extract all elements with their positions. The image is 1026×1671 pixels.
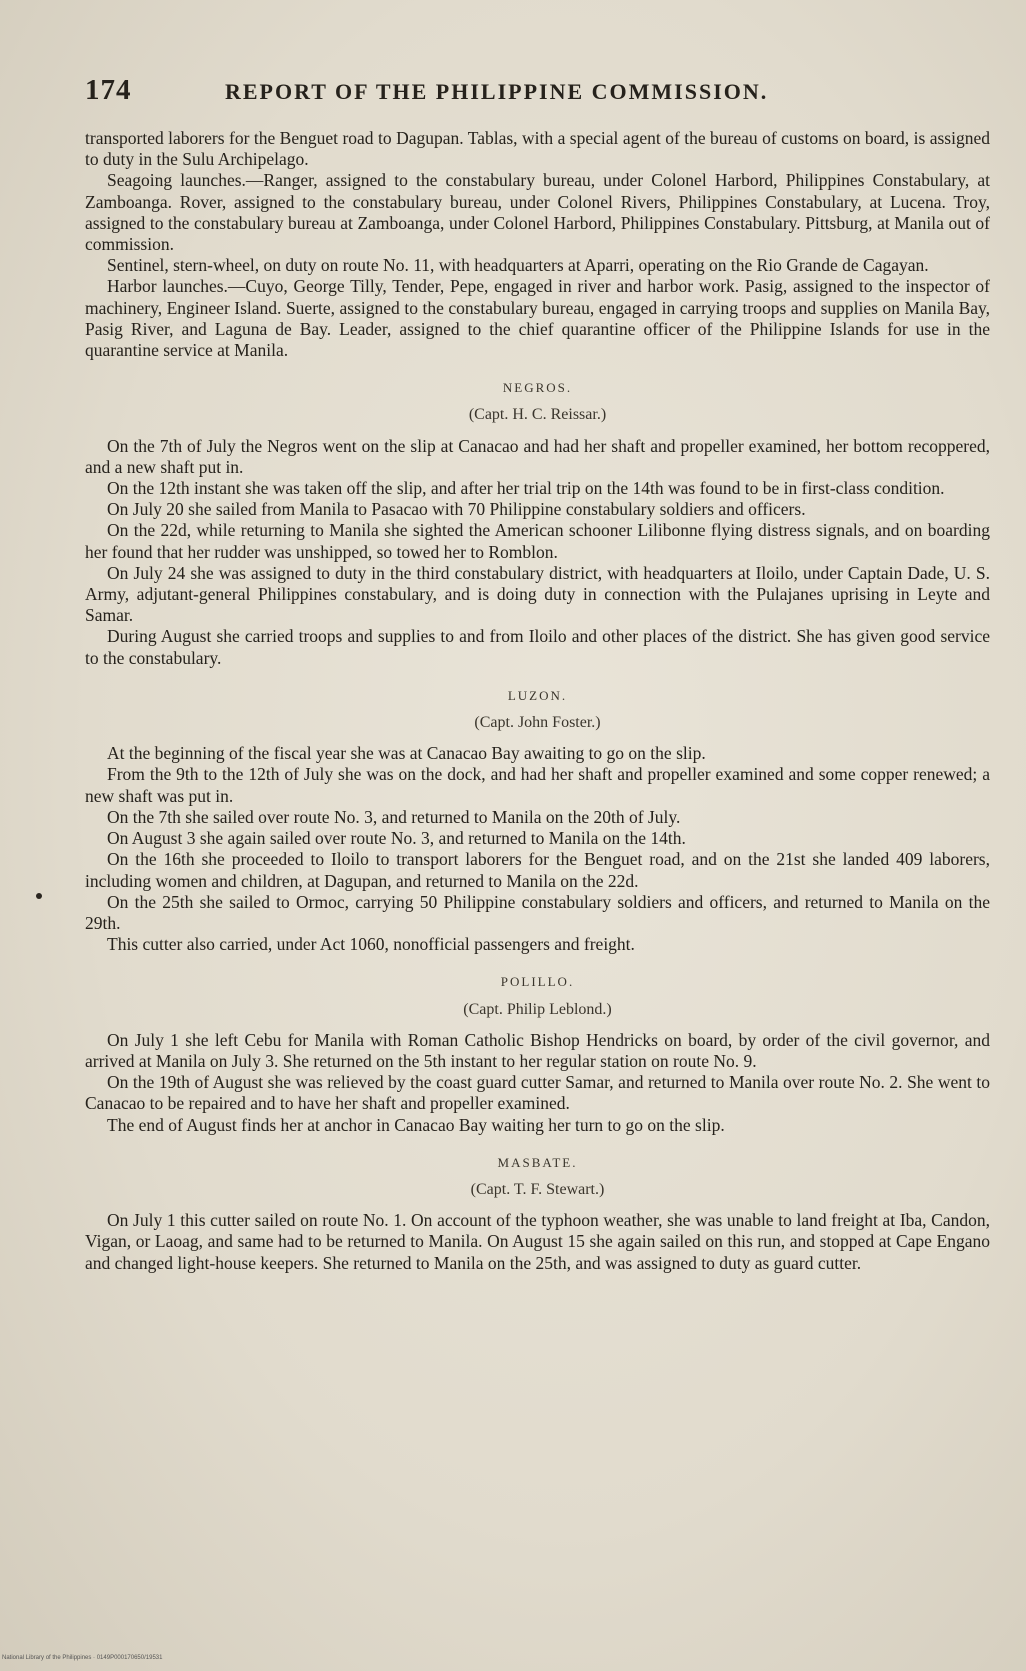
paragraph: The end of August finds her at anchor in Canacao Bay waiting her turn to go on the slip. [107, 1114, 725, 1135]
paragraph: Harbor launches.—Cuyo, George Tilly, Tender, Pepe, engaged in river and harbor work. Pasig, assigned to the inspector of machinery, Engineer Island. Suerte, assigned to the constabulary bureau, engaged in carrying troops and supplies on Manila Bay, Pasig River, and Laguna de Bay. Leader, assigned to the chief quarantine officer of the Philippine Islands for use in the quarantine service at Manila. [85, 276, 990, 361]
section-heading-negros: NEGROS. [502, 380, 573, 396]
paragraph: On the 7th she sailed over route No. 3, and returned to Manila on the 20th of July. [107, 806, 681, 827]
paragraph: From the 9th to the 12th of July she was on the dock, and had her shaft and propeller examined and some copper renewed; a new shaft was put in. [85, 764, 990, 806]
paragraph: During August she carried troops and supplies to and from Iloilo and other places of the district. She has given good service to the constabulary. [85, 626, 990, 668]
captain-polillo: (Capt. Philip Leblond.) [463, 1000, 612, 1018]
captain-luzon: (Capt. John Foster.) [474, 714, 601, 732]
paragraph: At the beginning of the fiscal year she was at Canacao Bay awaiting to go on the slip. [107, 743, 706, 764]
margin-dot-mark [36, 893, 42, 899]
section-heading-masbate: MASBATE. [497, 1154, 578, 1170]
paragraph: On July 1 this cutter sailed on route No. 1. On account of the typhoon weather, she was unable to land freight at Iba, Candon, Vigan, or Laoag, and same had to be returned to Manila. On August 15 she again sailed on this run, and stopped at Cape Engano and changed light-house keepers. She returned to Manila on the 25th, and was assigned to duty as guard cutter. [85, 1210, 990, 1273]
paragraph: On the 19th of August she was relieved by the coast guard cutter Samar, and returned to Manila over route No. 2. She went to Canacao to be repaired and to have her shaft and propeller examined. [85, 1072, 990, 1114]
paragraph: Seagoing launches.—Ranger, assigned to the constabulary bureau, under Colonel Harbord, Philippines Constabulary, at Zamboanga. Rover, assigned to the constabulary bureau, under Colonel Rivers, Philippines Constabulary, at Lucena. Troy, assigned to the constabulary bureau at Zamboanga, under Colonel Harbord, Philippines Constabulary. Pittsburg, at Manila out of commission. [85, 170, 990, 255]
paragraph: On the 16th she proceeded to Iloilo to transport laborers for the Benguet road, and on the 21st she landed 409 laborers, including women and children, at Dagupan, and returned to Manila on the 22d. [85, 849, 990, 891]
captain-negros: (Capt. H. C. Reissar.) [468, 406, 607, 424]
paragraph: On the 12th instant she was taken off the slip, and after her trial trip on the 14th was found to be in first-class condition. [107, 478, 945, 499]
paragraph: On the 7th of July the Negros went on the slip at Canacao and had her shaft and propeller examined, her bottom recoppered, and a new shaft put in. [85, 435, 990, 477]
captain-masbate: (Capt. T. F. Stewart.) [470, 1180, 605, 1198]
paragraph: On July 24 she was assigned to duty in the third constabulary district, with headquarters at Iloilo, under Captain Dade, U. S. Army, adjutant-general Philippines constabulary, and is doing duty in connection with the Pulajanes uprising in Leyte and Samar. [85, 562, 990, 626]
page-number: 174 [85, 74, 132, 106]
paragraph: transported laborers for the Benguet road to Dagupan. Tablas, with a special agent of the bureau of customs on board, is assigned to duty in the Sulu Archipelago. [85, 128, 990, 170]
scan-footer: National Library of the Philippines · 0149P000170650/19531 [2, 1655, 163, 1661]
section-heading-luzon: LUZON. [507, 687, 568, 703]
body-text [85, 128, 990, 1274]
paragraph: On August 3 she again sailed over route No. 3, and returned to Manila on the 14th. [107, 828, 686, 849]
paragraph: On July 20 she sailed from Manila to Pasacao with 70 Philippine constabulary soldiers and officers. [107, 499, 806, 520]
section-heading-polillo: POLILLO. [500, 974, 575, 990]
paragraph: On July 1 she left Cebu for Manila with Roman Catholic Bishop Hendricks on board, by order of the civil governor, and arrived at Manila on July 3. She returned on the 5th instant to her regular station on route No. 9. [85, 1029, 990, 1071]
page-header [85, 74, 985, 114]
paragraph: This cutter also carried, under Act 1060, nonofficial passengers and freight. [107, 934, 635, 955]
paragraph: On the 22d, while returning to Manila she sighted the American schooner Lilibonne flying distress signals, and on boarding her found that her rudder was unshipped, so towed her to Romblon. [85, 520, 990, 562]
paragraph: On the 25th she sailed to Ormoc, carrying 50 Philippine constabulary soldiers and officers, and returned to Manila on the 29th. [85, 891, 990, 933]
running-head: REPORT OF THE PHILIPPINE COMMISSION. [225, 79, 769, 104]
paragraph: Sentinel, stern-wheel, on duty on route No. 11, with headquarters at Aparri, operating on the Rio Grande de Cagayan. [107, 255, 929, 276]
